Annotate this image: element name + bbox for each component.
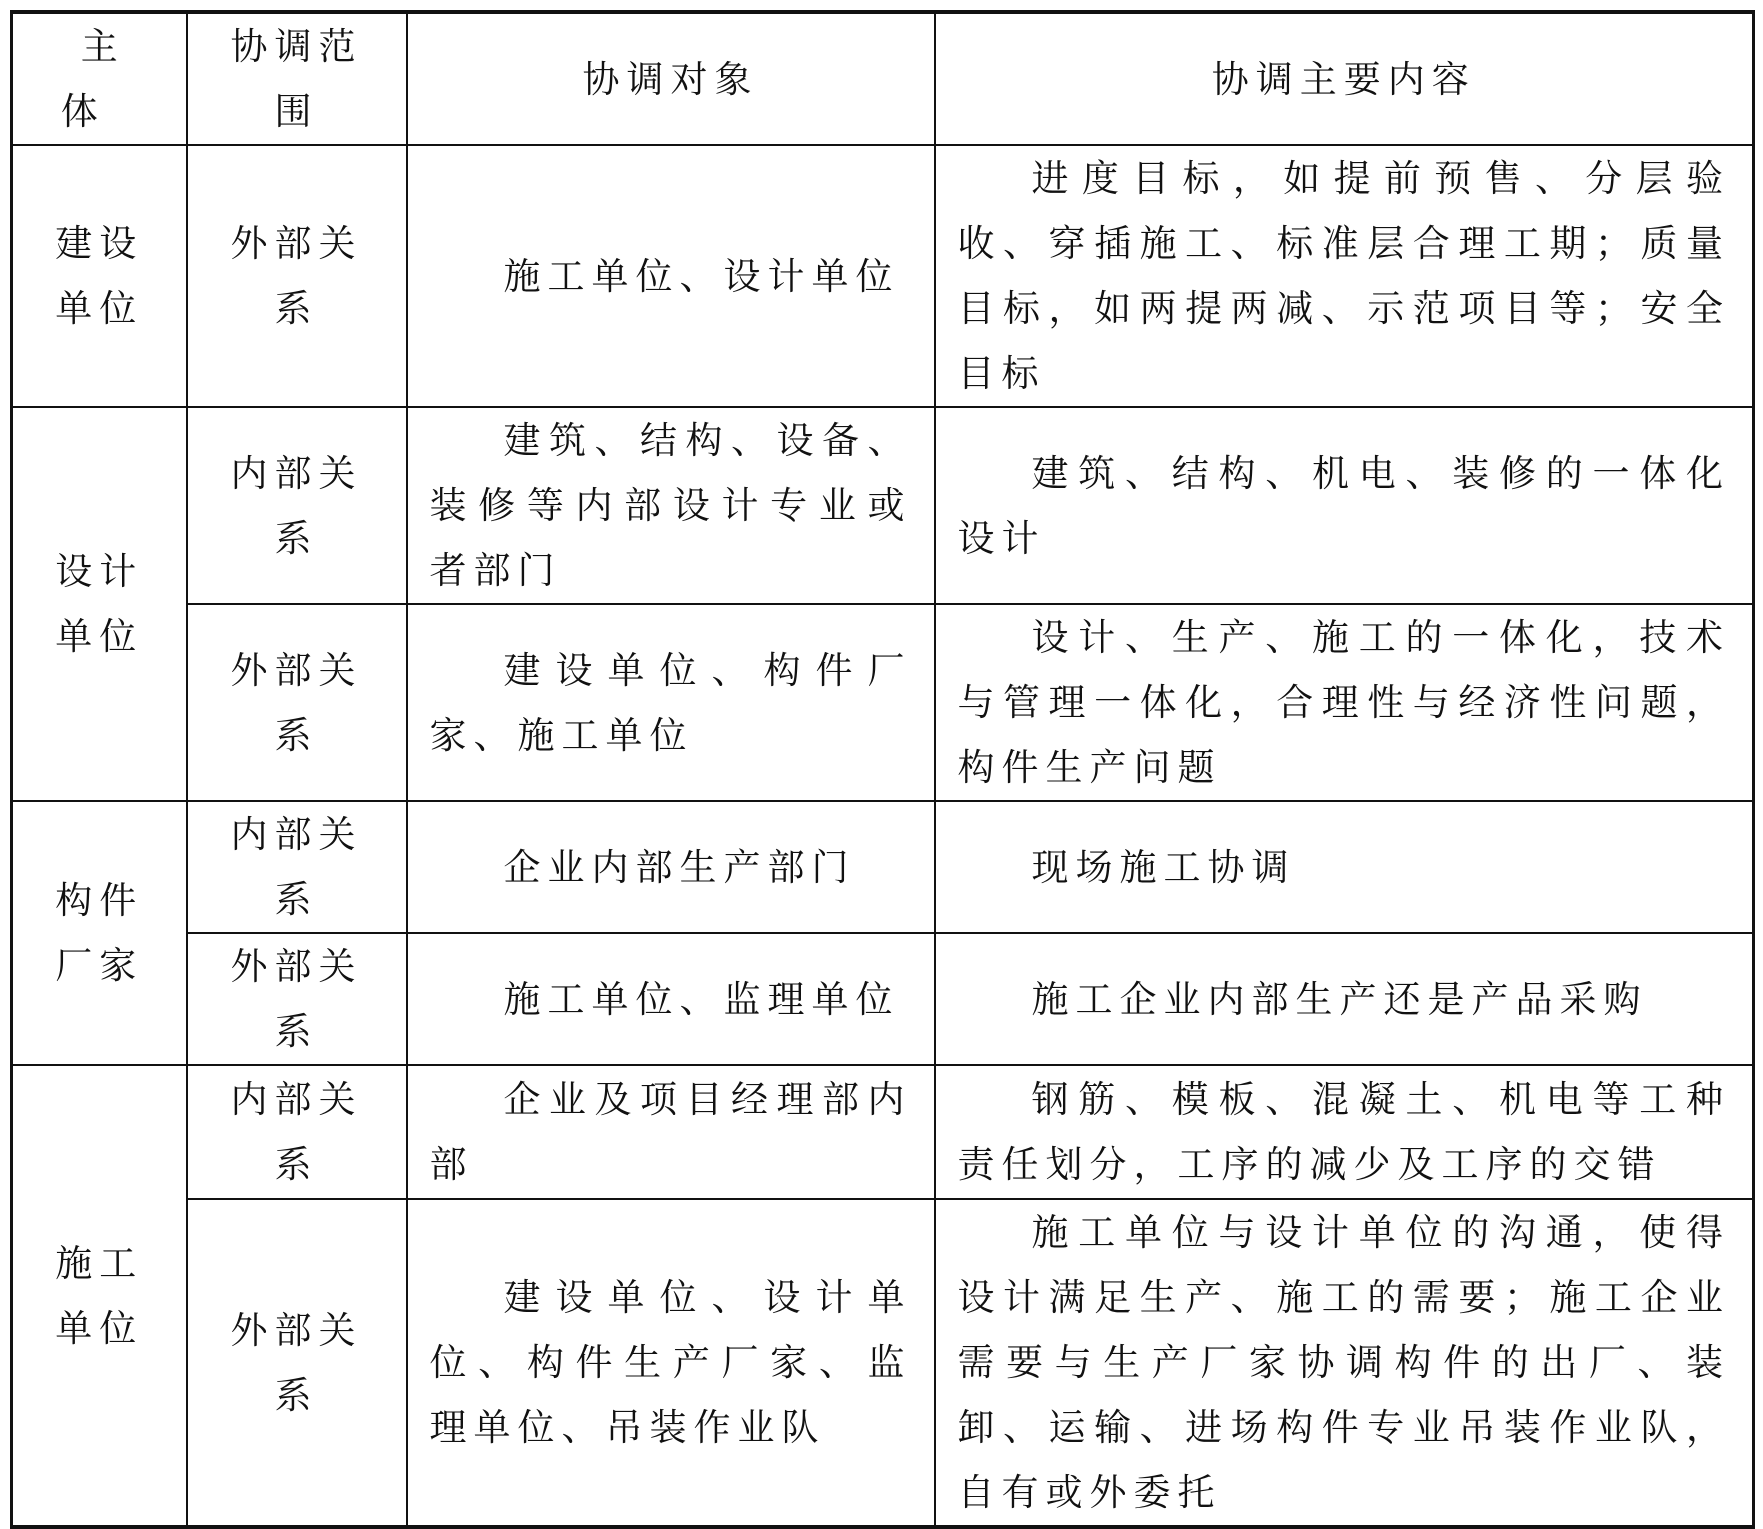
scope-cell: 内部关系	[187, 1065, 407, 1199]
subject-cell-manufacturer: 构件厂家	[12, 801, 187, 1065]
content-cell: 建筑、结构、机电、装修的一体化设计	[935, 407, 1754, 604]
target-cell: 企业内部生产部门	[407, 801, 935, 933]
coordination-table	[10, 10, 1755, 1529]
scope-cell: 外部关系	[187, 145, 407, 407]
target-cell: 建设单位、设计单位、构件生产厂家、监理单位、吊装作业队	[407, 1199, 935, 1527]
target-cell: 建筑、结构、设备、装修等内部设计专业或者部门	[407, 407, 935, 604]
scope-cell: 内部关系	[187, 407, 407, 604]
scope-cell: 外部关系	[187, 604, 407, 801]
content-cell: 现场施工协调	[935, 801, 1754, 933]
subject-cell-client: 建设单位	[12, 145, 187, 407]
content-cell: 进度目标，如提前预售、分层验收、穿插施工、标准层合理工期；质量目标，如两提两减、示范项目等；安全目标	[935, 145, 1754, 407]
scope-cell: 外部关系	[187, 1199, 407, 1527]
coordination-table-wrapper	[10, 10, 1752, 1529]
table-row	[12, 145, 1754, 407]
header-row	[12, 12, 1754, 145]
header-target: 协调对象	[407, 12, 935, 145]
subject-cell-designer: 设计单位	[12, 407, 187, 801]
content-cell: 设计、生产、施工的一体化，技术与管理一体化，合理性与经济性问题，构件生产问题	[935, 604, 1754, 801]
table-row	[12, 1199, 1754, 1527]
header-subject: 主 体	[12, 12, 187, 145]
header-scope: 协调范围	[187, 12, 407, 145]
content-cell: 施工企业内部生产还是产品采购	[935, 933, 1754, 1065]
table-row	[12, 933, 1754, 1065]
target-cell: 企业及项目经理部内部	[407, 1065, 935, 1199]
table-row	[12, 1065, 1754, 1199]
table-row	[12, 407, 1754, 604]
subject-cell-contractor: 施工单位	[12, 1065, 187, 1527]
scope-cell: 内部关系	[187, 801, 407, 933]
target-cell: 施工单位、监理单位	[407, 933, 935, 1065]
table-row	[12, 604, 1754, 801]
table-row	[12, 801, 1754, 933]
target-cell: 建设单位、构件厂家、施工单位	[407, 604, 935, 801]
scope-cell: 外部关系	[187, 933, 407, 1065]
header-content: 协调主要内容	[935, 12, 1754, 145]
content-cell: 钢筋、模板、混凝土、机电等工种责任划分，工序的减少及工序的交错	[935, 1065, 1754, 1199]
target-cell: 施工单位、设计单位	[407, 145, 935, 407]
content-cell: 施工单位与设计单位的沟通，使得设计满足生产、施工的需要；施工企业需要与生产厂家协调构件的出厂、装卸、运输、进场构件专业吊装作业队，自有或外委托	[935, 1199, 1754, 1527]
